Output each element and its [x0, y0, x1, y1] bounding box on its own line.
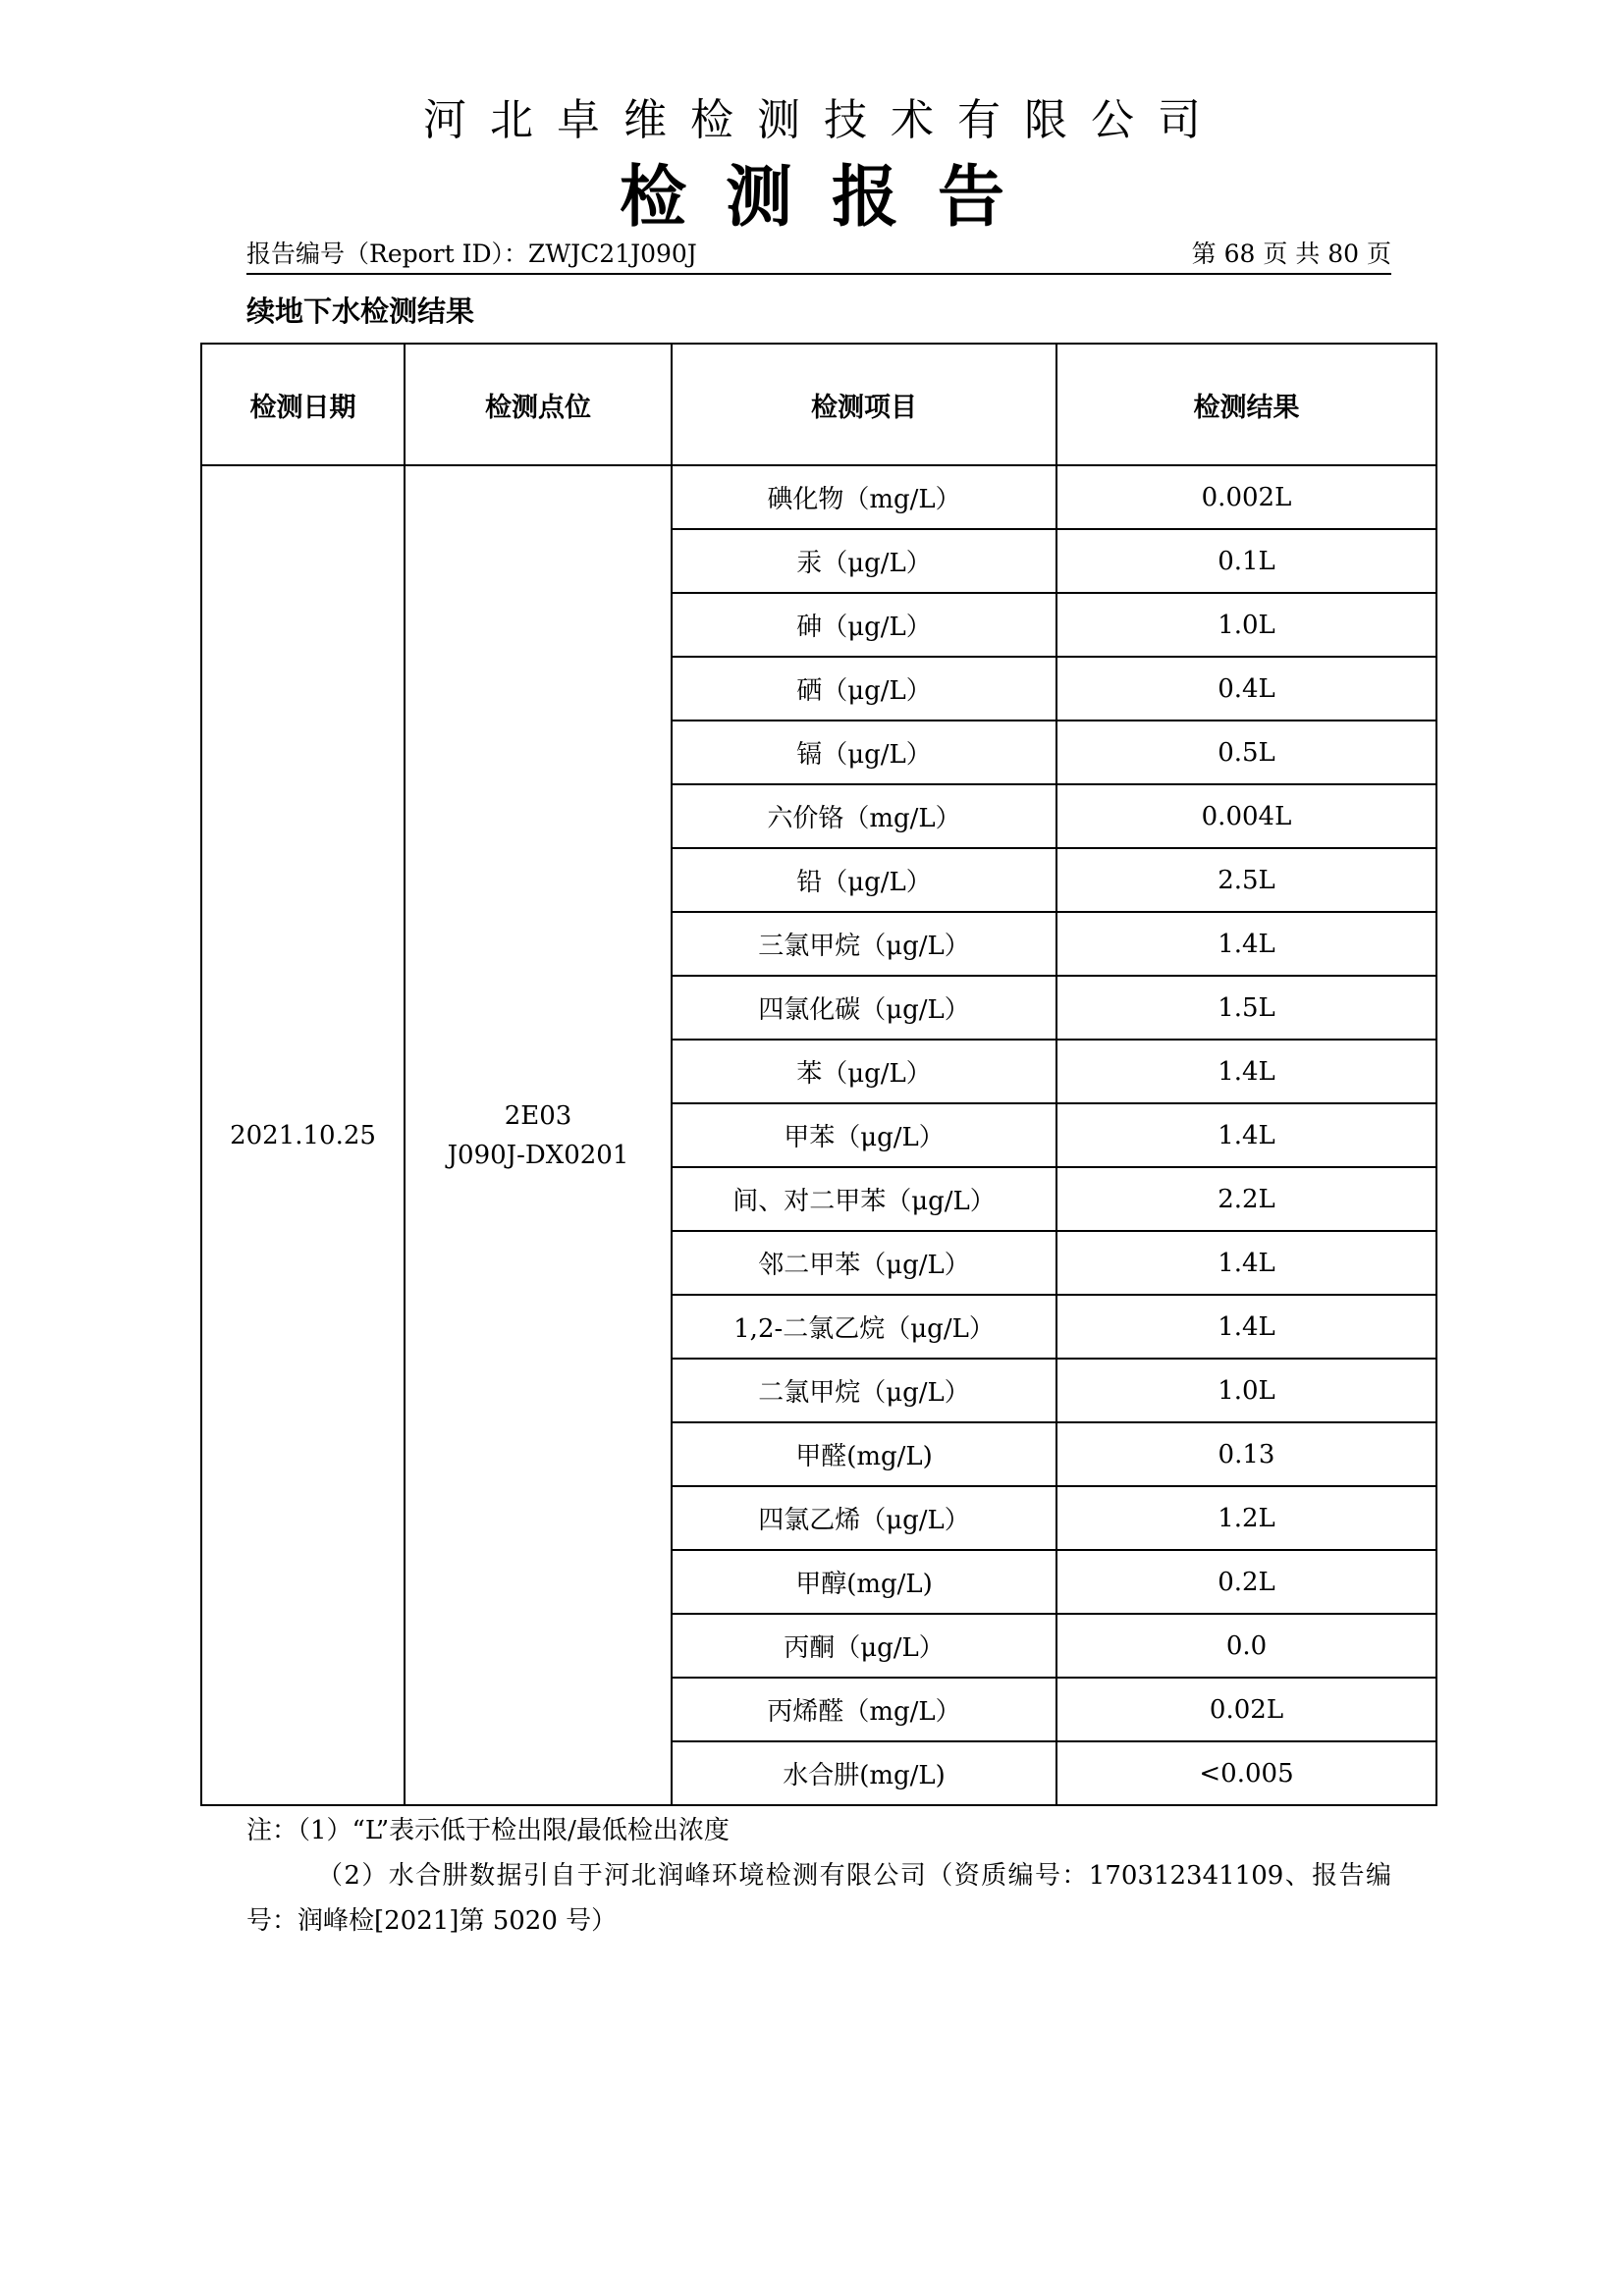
test-item-cell: 碘化物（mg/L）: [672, 465, 1056, 529]
page-number: 第 68 页 共 80 页: [1191, 240, 1391, 268]
note-1: 注：（1）“L”表示低于检出限/最低检出浓度: [246, 1816, 730, 1845]
result-cell: 1.4L: [1056, 1295, 1436, 1359]
test-item-cell: 甲苯（μg/L）: [672, 1103, 1056, 1167]
sample-id: J090J-DX0201: [447, 1140, 629, 1170]
test-item-cell: 丙烯醛（mg/L）: [672, 1678, 1056, 1741]
result-cell: 1.4L: [1056, 1040, 1436, 1103]
results-table: [200, 343, 1437, 1806]
column-header-location: 检测点位: [405, 344, 672, 465]
test-item-cell: 水合肼(mg/L): [672, 1741, 1056, 1805]
location-code: 2E03: [504, 1100, 572, 1131]
result-cell: 0.13: [1056, 1422, 1436, 1486]
test-item-cell: 硒（μg/L）: [672, 657, 1056, 721]
test-item-cell: 四氯化碳（μg/L）: [672, 976, 1056, 1040]
test-item-cell: 汞（μg/L）: [672, 529, 1056, 593]
result-cell: 0.02L: [1056, 1678, 1436, 1741]
notes: [246, 1808, 1391, 1944]
column-header-result: 检测结果: [1056, 344, 1436, 465]
result-cell: <0.005: [1056, 1741, 1436, 1805]
result-cell: 1.0L: [1056, 1359, 1436, 1422]
test-item-cell: 苯（μg/L）: [672, 1040, 1056, 1103]
result-cell: 1.4L: [1056, 1103, 1436, 1167]
note-2: （2）水合肼数据引自于河北润峰环境检测有限公司（资质编号：170312341109、报告编号：润峰检[2021]第 5020 号）: [246, 1861, 1391, 1936]
column-header-item: 检测项目: [672, 344, 1056, 465]
test-item-cell: 间、对二甲苯（μg/L）: [672, 1167, 1056, 1231]
test-item-cell: 镉（μg/L）: [672, 721, 1056, 784]
table-body: [201, 465, 1436, 1805]
result-cell: 0.4L: [1056, 657, 1436, 721]
result-cell: 0.002L: [1056, 465, 1436, 529]
table-row: [201, 465, 1436, 529]
report-id: 报告编号（Report ID）：ZWJC21J090J: [246, 240, 697, 268]
result-cell: 2.2L: [1056, 1167, 1436, 1231]
result-cell: 1.2L: [1056, 1486, 1436, 1550]
column-header-date: 检测日期: [201, 344, 405, 465]
test-item-cell: 砷（μg/L）: [672, 593, 1056, 657]
report-id-line: [246, 236, 1391, 275]
test-item-cell: 铅（μg/L）: [672, 848, 1056, 912]
company-name: 河北卓维检测技术有限公司: [423, 95, 1224, 145]
result-cell: 0.004L: [1056, 784, 1436, 848]
date-cell: 2021.10.25: [201, 465, 405, 1805]
test-item-cell: 四氯乙烯（μg/L）: [672, 1486, 1056, 1550]
result-cell: 2.5L: [1056, 848, 1436, 912]
result-cell: 1.0L: [1056, 593, 1436, 657]
test-item-cell: 邻二甲苯（μg/L）: [672, 1231, 1056, 1295]
test-item-cell: 甲醇(mg/L): [672, 1550, 1056, 1614]
report-title: 检测报告: [619, 158, 1044, 237]
location-cell: [405, 465, 672, 1805]
result-cell: 1.4L: [1056, 912, 1436, 976]
test-item-cell: 丙酮（μg/L）: [672, 1614, 1056, 1678]
result-cell: 0.0: [1056, 1614, 1436, 1678]
result-cell: 1.4L: [1056, 1231, 1436, 1295]
test-item-cell: 1,2-二氯乙烷（μg/L）: [672, 1295, 1056, 1359]
result-cell: 0.5L: [1056, 721, 1436, 784]
test-item-cell: 甲醛(mg/L): [672, 1422, 1056, 1486]
section-title: 续地下水检测结果: [246, 294, 475, 328]
result-cell: 0.2L: [1056, 1550, 1436, 1614]
test-item-cell: 二氯甲烷（μg/L）: [672, 1359, 1056, 1422]
test-item-cell: 六价铬（mg/L）: [672, 784, 1056, 848]
result-cell: 0.1L: [1056, 529, 1436, 593]
table-header-row: [201, 344, 1436, 465]
result-cell: 1.5L: [1056, 976, 1436, 1040]
test-item-cell: 三氯甲烷（μg/L）: [672, 912, 1056, 976]
